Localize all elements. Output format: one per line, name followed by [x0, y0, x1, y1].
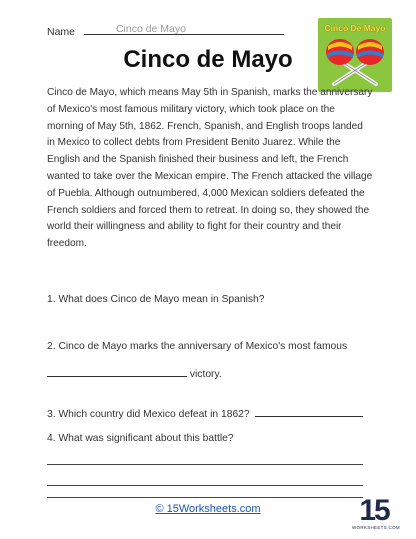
logo-title: Cinco De Mayo [324, 23, 386, 33]
brand-number: 15 [359, 494, 389, 527]
name-blank[interactable] [84, 24, 284, 35]
worksheet-logo [318, 18, 392, 92]
question-3-blank[interactable] [255, 405, 363, 417]
name-label: Name [47, 26, 76, 38]
maracas-icon [322, 34, 388, 88]
page-title: Cinco de Mayo [123, 46, 293, 73]
question-1: 1. What does Cinco de Mayo mean in Spanish? [47, 294, 265, 305]
brand-logo [352, 494, 400, 530]
question-3: 3. Which country did Mexico defeat in 1862? [47, 409, 250, 420]
answer-line-1[interactable] [47, 464, 363, 465]
question-2: 2. Cinco de Mayo marks the anniversary of Mexico's most famous [47, 341, 348, 352]
question-2-blank[interactable] [47, 365, 187, 377]
question-2-answer-row [47, 365, 222, 380]
question-3-row [47, 405, 363, 420]
answer-line-3[interactable] [47, 497, 363, 498]
topic-hint: Cinco de Mayo [115, 23, 186, 35]
copyright-link[interactable]: © 15Worksheets.com [155, 503, 261, 515]
question-4: 4. What was significant about this battle? [47, 433, 234, 444]
name-field [47, 24, 284, 38]
answer-line-2[interactable] [47, 485, 363, 486]
reading-passage: Cinco de Mayo, which means May 5th in Spanish, marks the anniversary of Mexico's most famous military victory, which took place on the morning of May 5th, 1862. French, Spanish, and English troops landed in Mexico to collect debts from President Benito Juarez. While the English and the Spanish finished their business and left, the French wanted to take over the Mexican empire. The French attacked the village of Puebla. Although outnumbered, 4,000 Mexican soldiers defeated the French soldiers and forced them to retreat. In doing so, they showed the world their willingness and ability to fight for their country and their freedom. [47, 87, 373, 250]
question-2-suffix: victory. [189, 369, 222, 380]
brand-word: WORKSHEETS.COM [352, 525, 400, 530]
